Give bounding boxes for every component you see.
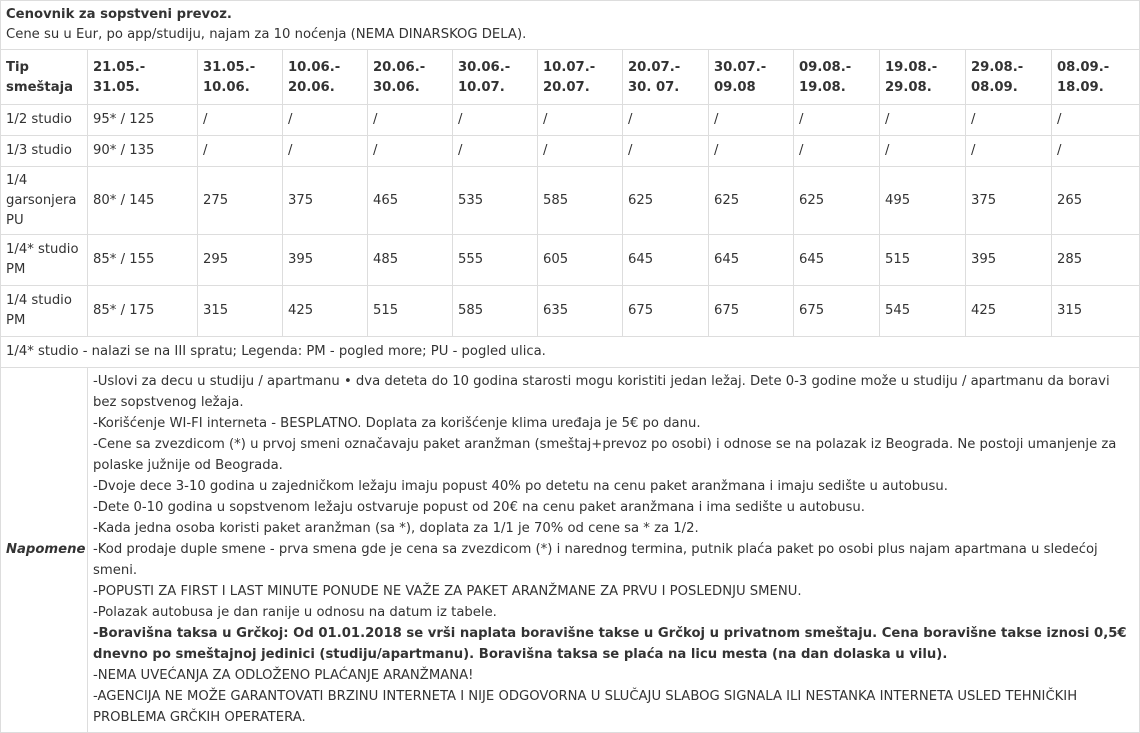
- header-type: Tip smeštaja: [1, 50, 88, 105]
- price-list-subtitle: Cene su u Eur, po app/studiju, najam za 10 noćenja (NEMA DINARSKOG DELA).: [6, 27, 527, 42]
- accommodation-type: 1/4 studio PM: [1, 286, 88, 337]
- notes-row: [1, 368, 1140, 733]
- price-cell: /: [198, 105, 283, 136]
- table-row: [1, 167, 1140, 235]
- price-cell: 465: [368, 167, 453, 235]
- note-item: -NEMA UVEĆANJA ZA ODLOŽENO PLAĆANJE ARANŽMANA!: [93, 668, 474, 683]
- price-cell: /: [966, 105, 1052, 136]
- header-period: 20.06.- 30.06.: [368, 50, 453, 105]
- note-item: -Boravišna taksa u Grčkoj: Od 01.01.2018 se vrši naplata boravišne takse u Grčkoj u privatnom smeštaju. Cena boravišne takse iznosi 0,5€ dnevno po smeštajnoj jedinici (studiju/apartmanu). Boravišna taksa se plaća na licu mesta (na dan dolaska u vilu).: [93, 626, 1127, 662]
- price-cell: 625: [623, 167, 709, 235]
- price-cell: /: [623, 136, 709, 167]
- price-cell: /: [794, 105, 880, 136]
- title-cell: [1, 1, 1140, 50]
- header-period: 10.06.- 20.06.: [283, 50, 368, 105]
- price-cell: 95* / 125: [88, 105, 198, 136]
- table-row: [1, 235, 1140, 286]
- price-cell: 485: [368, 235, 453, 286]
- price-cell: /: [538, 136, 623, 167]
- price-cell: 675: [794, 286, 880, 337]
- price-cell: /: [453, 136, 538, 167]
- price-cell: 545: [880, 286, 966, 337]
- price-cell: /: [368, 105, 453, 136]
- price-cell: 585: [453, 286, 538, 337]
- price-cell: 315: [1052, 286, 1140, 337]
- price-cell: 645: [623, 235, 709, 286]
- price-cell: 395: [966, 235, 1052, 286]
- header-period: 10.07.- 20.07.: [538, 50, 623, 105]
- price-cell: /: [283, 105, 368, 136]
- header-period: 09.08.- 19.08.: [794, 50, 880, 105]
- note-item: -Dvoje dece 3-10 godina u zajedničkom ležaju imaju popust 40% po detetu na cenu paket aranžmana i imaju sedište u autobusu.: [93, 479, 948, 494]
- price-cell: 85* / 175: [88, 286, 198, 337]
- note-item: -Kod prodaje duple smene - prva smena gde je cena sa zvezdicom (*) i narednog termina, putnik plaća paket po osobi plus najam apartmana u sledećoj smeni.: [93, 542, 1098, 578]
- price-cell: 585: [538, 167, 623, 235]
- price-cell: 395: [283, 235, 368, 286]
- price-cell: 265: [1052, 167, 1140, 235]
- price-cell: /: [368, 136, 453, 167]
- price-cell: 625: [794, 167, 880, 235]
- header-period: 21.05.- 31.05.: [88, 50, 198, 105]
- price-cell: /: [1052, 136, 1140, 167]
- header-period: 29.08.- 08.09.: [966, 50, 1052, 105]
- price-cell: 85* / 155: [88, 235, 198, 286]
- price-cell: 515: [880, 235, 966, 286]
- price-cell: /: [198, 136, 283, 167]
- price-cell: 425: [283, 286, 368, 337]
- note-item: -Uslovi za decu u studiju / apartmanu • dva deteta do 10 godina starosti mogu koristiti jedan ležaj. Dete 0-3 godine može u studiju / apartmanu da boravi bez sopstvenog ležaja.: [93, 374, 1110, 410]
- title-row: [1, 1, 1140, 50]
- price-cell: /: [623, 105, 709, 136]
- note-item: -Dete 0-10 godina u sopstvenom ležaju ostvaruje popust od 20€ na cenu paket aranžmana i ima sedište u autobusu.: [93, 500, 865, 515]
- price-cell: /: [1052, 105, 1140, 136]
- accommodation-type: 1/4* studio PM: [1, 235, 88, 286]
- price-cell: 495: [880, 167, 966, 235]
- price-cell: 295: [198, 235, 283, 286]
- table-row: [1, 136, 1140, 167]
- table-row: [1, 105, 1140, 136]
- price-cell: 275: [198, 167, 283, 235]
- price-cell: 555: [453, 235, 538, 286]
- price-cell: /: [880, 105, 966, 136]
- price-cell: 675: [709, 286, 794, 337]
- price-cell: 675: [623, 286, 709, 337]
- price-cell: /: [709, 105, 794, 136]
- price-cell: /: [709, 136, 794, 167]
- table-row: [1, 286, 1140, 337]
- note-item: -POPUSTI ZA FIRST I LAST MINUTE PONUDE NE VAŽE ZA PAKET ARANŽMANE ZA PRVU I POSLEDNJU SMENU.: [93, 584, 802, 599]
- price-cell: /: [538, 105, 623, 136]
- accommodation-type: 1/3 studio: [1, 136, 88, 167]
- price-cell: 535: [453, 167, 538, 235]
- header-period: 30.06.- 10.07.: [453, 50, 538, 105]
- accommodation-type: 1/4 garsonjera PU: [1, 167, 88, 235]
- price-cell: 375: [966, 167, 1052, 235]
- notes-list: [88, 368, 1140, 733]
- accommodation-type: 1/2 studio: [1, 105, 88, 136]
- price-cell: 645: [794, 235, 880, 286]
- price-cell: 515: [368, 286, 453, 337]
- legend-text: 1/4* studio - nalazi se na III spratu; Legenda: PM - pogled more; PU - pogled ulica.: [1, 337, 1140, 368]
- price-cell: 285: [1052, 235, 1140, 286]
- price-cell: /: [966, 136, 1052, 167]
- price-cell: 425: [966, 286, 1052, 337]
- price-cell: /: [453, 105, 538, 136]
- header-period: 19.08.- 29.08.: [880, 50, 966, 105]
- note-item: -AGENCIJA NE MOŽE GARANTOVATI BRZINU INTERNETA I NIJE ODGOVORNA U SLUČAJU SLABOG SIGNALA ILI NESTANKA INTERNETA USLED TEHNIČKIH PROBLEMA GRČKIH OPERATERA.: [93, 689, 1078, 725]
- price-list-title: Cenovnik za sopstveni prevoz.: [6, 7, 232, 22]
- price-cell: 625: [709, 167, 794, 235]
- note-item: -Korišćenje WI-FI interneta - BESPLATNO. Doplata za korišćenje klima uređaja je 5€ po danu.: [93, 416, 701, 431]
- price-cell: 315: [198, 286, 283, 337]
- price-cell: 90* / 135: [88, 136, 198, 167]
- note-item: -Cene sa zvezdicom (*) u prvoj smeni označavaju paket aranžman (smeštaj+prevoz po osobi) i odnose se na polazak iz Beograda. Ne postoji umanjenje za polaske južnije od Beograda.: [93, 437, 1117, 473]
- note-item: -Kada jedna osoba koristi paket aranžman (sa *), doplata za 1/1 je 70% od cene sa * za 1/2.: [93, 521, 699, 536]
- header-period: 08.09.- 18.09.: [1052, 50, 1140, 105]
- price-cell: 635: [538, 286, 623, 337]
- header-period: 20.07.- 30. 07.: [623, 50, 709, 105]
- price-cell: 605: [538, 235, 623, 286]
- price-cell: 645: [709, 235, 794, 286]
- header-period: 30.07.- 09.08: [709, 50, 794, 105]
- header-period: 31.05.- 10.06.: [198, 50, 283, 105]
- price-cell: /: [794, 136, 880, 167]
- notes-label: Napomene: [1, 368, 88, 733]
- header-row: [1, 50, 1140, 105]
- price-cell: /: [283, 136, 368, 167]
- note-item: -Polazak autobusa je dan ranije u odnosu na datum iz tabele.: [93, 605, 497, 620]
- price-cell: 375: [283, 167, 368, 235]
- legend-row: [1, 337, 1140, 368]
- price-cell: /: [880, 136, 966, 167]
- price-cell: 80* / 145: [88, 167, 198, 235]
